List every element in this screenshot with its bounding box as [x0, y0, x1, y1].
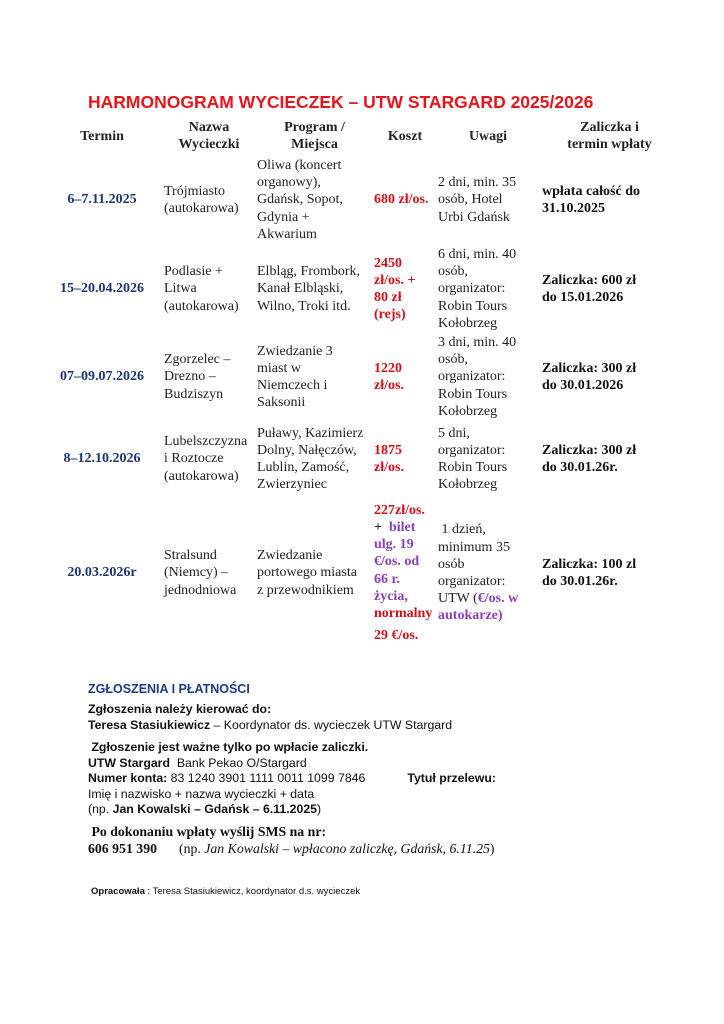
cell-nazwa: Zgorzelec – Drezno – Budziszyn [164, 352, 231, 402]
sms-label: Po dokonaniu wpłaty wyślij SMS na nr: [88, 824, 327, 839]
cost-normal-price: 29 €/os. [374, 628, 419, 644]
contact-section [88, 702, 452, 733]
cell-nazwa: Lubelszczyzna i Roztocze (autokarowa) [164, 434, 248, 484]
cost-normalny: normalny [374, 605, 433, 621]
table-row [44, 156, 677, 244]
cost-ulg: ulg. 19 [374, 537, 414, 553]
sms-number: 606 951 390 [88, 841, 157, 856]
header-nazwa: Nazwa Wycieczki [178, 120, 240, 152]
cost-zycia: życia, [374, 588, 408, 604]
table-row [44, 334, 677, 420]
cell-nazwa: Trójmiasto (autokarowa) [164, 183, 239, 216]
cell-termin: 8–12.10.2026 [63, 451, 141, 467]
cell-uwagi: 1 dzień, minimum 35 osób organizator: UTW (€/os. w autokarze) [438, 522, 519, 624]
contact-role: – Koordynator ds. wycieczek UTW Stargard [210, 717, 453, 732]
cell-termin: 6–7.11.2025 [67, 192, 137, 208]
example-open: (np. [88, 802, 113, 816]
cell-program: Zwiedzanie portowego miasta z przewodnikiem [257, 548, 357, 598]
sms-example: Jan Kowalski – wpłacono zaliczkę, Gdańsk, 6.11.25 [204, 841, 490, 856]
footer-text: : Teresa Stasiukiewicz, koordynator d.s. wycieczek [144, 886, 361, 897]
cost-age: 66 r. [374, 571, 400, 587]
account-label: Numer konta: [88, 771, 168, 785]
table-row [44, 244, 677, 334]
example-close: ) [317, 802, 322, 816]
cost-base: 227zł/os. [374, 502, 425, 518]
cell-zaliczka: Zaliczka: 300 zł do 30.01.26r. [542, 442, 637, 476]
cell-uwagi: 5 dni, organizator: Robin Tours Kołobrzeg [438, 425, 508, 493]
cell-zaliczka: Zaliczka: 300 zł do 30.01.2026 [542, 360, 637, 393]
bank-name: UTW Stargard [88, 755, 170, 770]
cell-program: Puławy, Kazimierz Dolny, Nałęczów, Lublin, Zamość, Zwierzyniec [257, 425, 364, 493]
transfer-example: Jan Kowalski – Gdańsk – 6.11.2025 [112, 802, 317, 816]
cost-plus: + [374, 519, 382, 535]
header-koszt: Koszt [387, 128, 423, 144]
cell-zaliczka: Zaliczka: 100 zl do 30.01.26r. [542, 556, 637, 590]
cell-program: Oliwa (koncert organowy), Gdańsk, Sopot, Gdynia + Akwarium [257, 157, 343, 242]
table-header-row [44, 116, 677, 156]
cell-zaliczka: wpłata całość do 31.10.2025 [542, 183, 640, 216]
cell-uwagi: 2 dni, min. 35 osób, Hotel Urbi Gdańsk [438, 175, 517, 225]
footer [91, 886, 360, 898]
cell-koszt: 2450 zł/os. + 80 zł (rejs) [374, 255, 416, 323]
cell-termin: 20.03.2026r [67, 565, 137, 581]
bank-branch: Bank Pekao O/Stargard [169, 755, 307, 770]
cost-bilet: bilet [388, 519, 416, 535]
transfer-title-format: Imię i nazwisko + nazwa wycieczki + data [88, 786, 315, 801]
header-zaliczka: Zaliczka i termin wpłaty [567, 120, 652, 152]
cell-koszt: 1220 zł/os. [374, 360, 404, 393]
sms-example-close: ) [489, 841, 495, 856]
cost-eur: €/os. od [374, 554, 420, 570]
cell-koszt: 1875 zł/os. [374, 442, 404, 476]
cell-koszt [372, 498, 436, 648]
transfer-title-label: Tytuł przelewu: [407, 771, 496, 785]
table-row [44, 420, 677, 498]
valid-note: Zgłoszenie jest ważne tylko po wpłacie zaliczki. [88, 740, 369, 754]
schedule-table [44, 116, 677, 648]
contact-name: Teresa Stasiukiewicz [88, 717, 211, 732]
cell-uwagi: 3 dni, min. 40 osób, organizator: Robin Tours Kołobrzeg [438, 335, 517, 419]
cell-nazwa: Stralsund (Niemcy) – jednodniowa [164, 548, 237, 598]
cell-koszt: 680 zł/os. [374, 192, 429, 208]
cell-program: Zwiedzanie 3 miast w Niemczech i Saksonii [257, 343, 333, 411]
header-uwagi: Uwagi [468, 128, 508, 144]
cell-nazwa: Podlasie + Litwa (autokarowa) [164, 264, 239, 314]
sms-section [88, 823, 495, 857]
document-title: HARMONOGRAM WYCIECZEK – UTW STARGARD 2025/2026 [88, 92, 594, 112]
table-row [44, 498, 677, 648]
contact-label: Zgłoszenia należy kierować do: [88, 702, 272, 716]
header-program: Program / Miejsca [284, 120, 345, 152]
payments-heading: ZGŁOSZENIA I PŁATNOŚCI [88, 682, 250, 696]
account-number: 83 1240 3901 1111 0011 1099 7846 [167, 771, 366, 785]
cell-zaliczka: Zaliczka: 600 zł do 15.01.2026 [542, 272, 637, 305]
header-termin: Termin [80, 128, 124, 144]
footer-label: Opracowała [91, 886, 145, 897]
cell-termin: 07–09.07.2026 [60, 369, 144, 385]
cell-program: Elbląg, Frombork, Kanał Elbląski, Wilno, Troki itd. [257, 264, 361, 314]
payment-info [88, 740, 496, 818]
sms-example-open: (np. [178, 841, 205, 856]
cell-termin: 15–20.04.2026 [60, 281, 144, 297]
cell-uwagi: 6 dni, min. 40 osób, organizator: Robin Tours Kołobrzeg [438, 246, 517, 331]
